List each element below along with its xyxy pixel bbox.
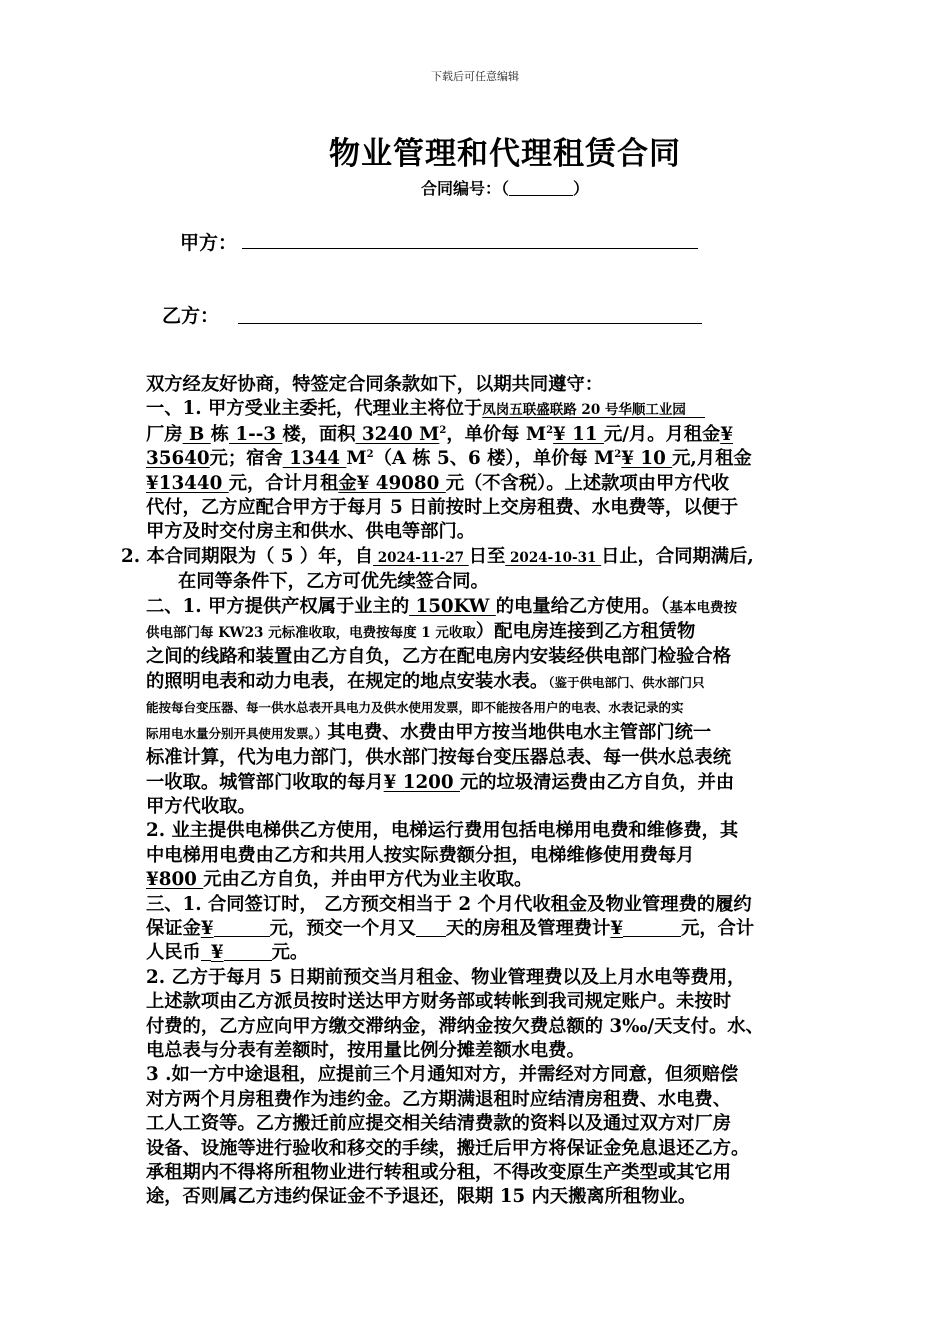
body-line: 35640元；宿舍 1344 $M^2(A$ 栋 5、6 楼），单价每 $M^2¥$ 10 元,月租金 xyxy=(146,448,752,470)
party-a xyxy=(180,228,237,255)
deposit-blank[interactable] xyxy=(214,920,270,937)
contract-number-label: 合同编号：（ xyxy=(420,179,509,198)
body-line: 对方两个月房租费作为违约金。乙方期满退租时应结清房租费、水电费、 xyxy=(146,1088,731,1110)
contract-number-blank[interactable] xyxy=(509,181,573,196)
body-line: 标准计算，代为电力部门，供水部门按每台变压器总表、每一供水总表统 xyxy=(146,747,731,769)
days-blank[interactable] xyxy=(416,920,446,937)
body-line: 在同等条件下，乙方可优先续签合同。 xyxy=(178,571,489,593)
body-line: 代付，乙方应配合甲方于每月 5 日前按时上交房租费、水电费等，以便于 xyxy=(146,497,739,519)
body-line: 甲方及时交付房主和供水、供电等部门。 xyxy=(146,521,476,543)
body-line: 际用电水量分别开具使用发票。）其电费、水费由甲方按当地供电水主管部门统一 xyxy=(146,721,712,743)
body-line: 工人工资等。乙方搬迁前应提交相关结清费款的资料以及通过双方对厂房 xyxy=(146,1113,731,1135)
body-line: 双方经友好协商，特签定合同条款如下，以期共同遵守： xyxy=(146,374,604,395)
party-a-label: 甲方： xyxy=(180,232,238,254)
party-b-label: 乙方： xyxy=(162,305,220,327)
contract-number-close: ） xyxy=(573,179,590,198)
body-line: 一收取。城管部门收取的每月¥ 1200 元的垃圾清运费由乙方自负，并由 xyxy=(146,771,735,793)
body-line: 保证金¥ 元，预交一个月又 天的房租及管理费计¥ 元，合计 xyxy=(146,917,755,939)
body-line: 途，否则属乙方违约保证金不予退还，限期 15 内天搬离所租物业。 xyxy=(146,1186,697,1208)
body-line: 2. 业主提供电梯供乙方使用，电梯运行费用包括电梯用电费和维修费，其 xyxy=(146,820,739,842)
prepay-blank[interactable] xyxy=(623,920,681,937)
body-line: 设备、设施等进行验收和移交的手续，搬迁后甲方将保证金免息退还乙方。 xyxy=(146,1137,750,1159)
body-line: ¥13440 元，合计月租金¥ 49080 元（不含税）。上述款项由甲方代收 xyxy=(146,472,730,494)
total-blank[interactable] xyxy=(224,944,272,961)
body-line: 一、1. 甲方受业主委托，代理业主将位于凤岗五联盛联路 20 号华顺工业园 xyxy=(146,398,686,420)
body-line: 2. 本合同期限为（ 5 ）年，自 2024-11-27 日至 2024-10-31 日止，合同期满后, xyxy=(121,545,754,567)
body-line: 人民币 ¥ 元。 xyxy=(146,942,309,964)
party-a-line[interactable] xyxy=(242,247,698,249)
body-line: 的照明电表和动力电表，在规定的地点安装水表。（鉴于供电部门、供水部门只 xyxy=(146,670,705,692)
body-line: 甲方代收取。 xyxy=(146,795,256,817)
party-b xyxy=(162,301,219,328)
contract-title: 物业管理和代理租赁合同 xyxy=(329,136,681,172)
body-line: 3 .如一方中途退租，应提前三个月通知对方，并需经对方同意，但须赔偿 xyxy=(146,1064,739,1086)
body-line: 承租期内不得将所租物业进行转租或分租，不得改变原生产类型或其它用 xyxy=(146,1162,731,1183)
body-line: 2. 乙方于每月 5 日期前预交当月租金、物业管理费以及上月水电等费用， xyxy=(146,966,746,988)
body-line: 厂房 B 栋 1--3 楼，面积 3240 $M^2$，单价每 $M^2¥$ 11 元/月。月租金¥ xyxy=(146,423,734,445)
page-header-note: 下载后可任意编辑 xyxy=(431,70,519,83)
body-line: 能按每台变压器、每一供水总表开具电力及供水使用发票，即不能按各用户的电表、水表记录的实 xyxy=(146,700,684,716)
body-line: 付费的，乙方应向甲方缴交滞纳金，滞纳金按欠费总额的 3‰/天支付。水、 xyxy=(146,1015,764,1037)
body-line: ¥800 元由乙方自负，并由甲方代为业主收取。 xyxy=(146,869,533,891)
contract-number xyxy=(0,176,950,199)
body-line: 供电部门每 KW23 元标准收取，电费按每度 1 元收取）配电房连接到乙方租赁物 xyxy=(146,621,696,643)
contract-body xyxy=(121,373,866,1210)
body-line: 中电梯用电费由乙方和共用人按实际费额分担，电梯维修使用费每月 xyxy=(146,844,695,866)
body-line: 三、1. 合同签订时， 乙方预交相当于 2 个月代收租金及物业管理费的履约 xyxy=(146,893,752,915)
body-line: 电总表与分表有差额时，按用量比例分摊差额水电费。 xyxy=(146,1039,585,1061)
party-b-line[interactable] xyxy=(238,322,702,324)
body-line: 之间的线路和装置由乙方自负，乙方在配电房内安装经供电部门检验合格 xyxy=(146,646,731,668)
body-line: 上述款项由乙方派员按时送达甲方财务部或转帐到我司规定账户。未按时 xyxy=(146,991,731,1013)
body-line: 二、1. 甲方提供产权属于业主的 150KW 的电量给乙方使用。（基本电费按 xyxy=(146,595,737,617)
